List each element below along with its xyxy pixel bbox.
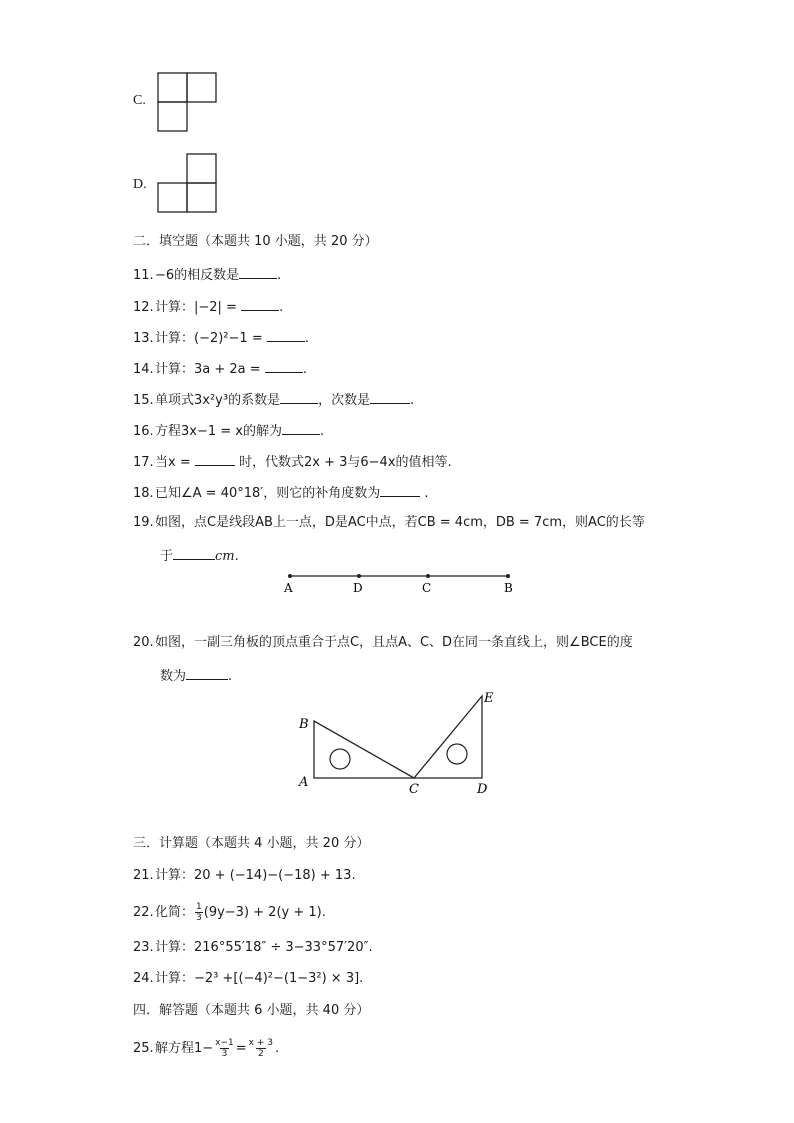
hole-right bbox=[447, 744, 467, 764]
triangle-cde bbox=[414, 696, 482, 778]
answer-blank bbox=[380, 482, 420, 497]
answer-blank bbox=[280, 389, 318, 404]
point-b bbox=[506, 574, 510, 578]
figure-19-segment bbox=[280, 568, 520, 600]
section-2-title: 二．填空题（本题共 10 小题，共 20 分） bbox=[133, 234, 378, 249]
question-20: 20.如图，一副三角板的顶点重合于点C，且点A、C、D在同一条直线上，则∠BCE的度 bbox=[133, 635, 633, 650]
label-b: B bbox=[299, 717, 309, 732]
label-a: A bbox=[284, 581, 293, 595]
label-e: E bbox=[484, 691, 494, 706]
hole-left bbox=[330, 749, 350, 769]
question-14: 14.计算：3a + 2a = . bbox=[133, 358, 307, 380]
option-c-figure bbox=[157, 72, 219, 134]
option-d-label: D. bbox=[133, 177, 147, 192]
point-d bbox=[357, 574, 361, 578]
label-d: D bbox=[353, 581, 363, 595]
label-b: B bbox=[504, 581, 513, 595]
section-4-title: 四．解答题（本题共 6 小题，共 40 分） bbox=[133, 1003, 370, 1018]
question-16: 16.方程3x−1 = x的解为 . bbox=[133, 420, 324, 442]
answer-blank bbox=[265, 358, 303, 373]
label-c: C bbox=[422, 581, 432, 595]
answer-blank bbox=[267, 327, 305, 342]
question-18: 18.已知∠A = 40°18′，则它的补角度数为 . bbox=[133, 482, 429, 504]
fraction-one-third: $\frac{1}{3}$ bbox=[196, 902, 202, 923]
label-d: D bbox=[477, 782, 488, 797]
label-a: A bbox=[299, 775, 309, 790]
question-21: 21.计算：20 + (−14)−(−18) + 13. bbox=[133, 868, 356, 883]
answer-blank bbox=[173, 545, 215, 560]
figure-20-triangles bbox=[295, 688, 505, 798]
question-17: 17.当x = 时，代数式2x + 3与6−4x的值相等. bbox=[133, 451, 452, 473]
question-15: 15.单项式3x²y³的系数是 ，次数是 . bbox=[133, 389, 414, 411]
question-19-line2: 于 cm. bbox=[160, 545, 239, 567]
fraction-right: $\frac{x + 3}{2}$ bbox=[248, 1038, 273, 1059]
label-c: C bbox=[409, 782, 419, 797]
option-c-label: C. bbox=[133, 93, 146, 108]
answer-blank bbox=[239, 264, 277, 279]
answer-blank bbox=[195, 451, 235, 466]
question-25: 25.解方程1− $\frac{x-1}{3}$ = $\frac{x + 3}{2}$ . bbox=[133, 1038, 280, 1059]
option-d-figure bbox=[157, 153, 219, 215]
point-a bbox=[288, 574, 292, 578]
question-13: 13.计算：(−2)²−1 = . bbox=[133, 327, 309, 349]
question-22: 22.化简： $\frac{1}{3}$ (9y−3) + 2(y + 1). bbox=[133, 902, 326, 923]
question-20-line2: 数为 . bbox=[160, 665, 232, 687]
question-23: 23.计算：216°55′18″ ÷ 3−33°57′20″. bbox=[133, 940, 373, 955]
answer-blank bbox=[186, 665, 228, 680]
section-3-title: 三．计算题（本题共 4 小题，共 20 分） bbox=[133, 836, 370, 851]
question-24: 24.计算：−2³ +[(−4)²−(1−3²) × 3]. bbox=[133, 971, 364, 986]
answer-blank bbox=[241, 296, 279, 311]
triangle-abc bbox=[314, 721, 414, 778]
question-11: 11.−6的相反数是 . bbox=[133, 264, 281, 286]
question-19: 19.如图，点C是线段AB上一点，D是AC中点，若CB = 4cm，DB = 7cm，则AC的长等 bbox=[133, 515, 645, 530]
fraction-left: $\frac{x-1}{3}$ bbox=[215, 1038, 234, 1059]
question-12: 12.计算：|−2| = . bbox=[133, 296, 283, 318]
answer-blank bbox=[370, 389, 410, 404]
answer-blank bbox=[282, 420, 320, 435]
point-c bbox=[426, 574, 430, 578]
